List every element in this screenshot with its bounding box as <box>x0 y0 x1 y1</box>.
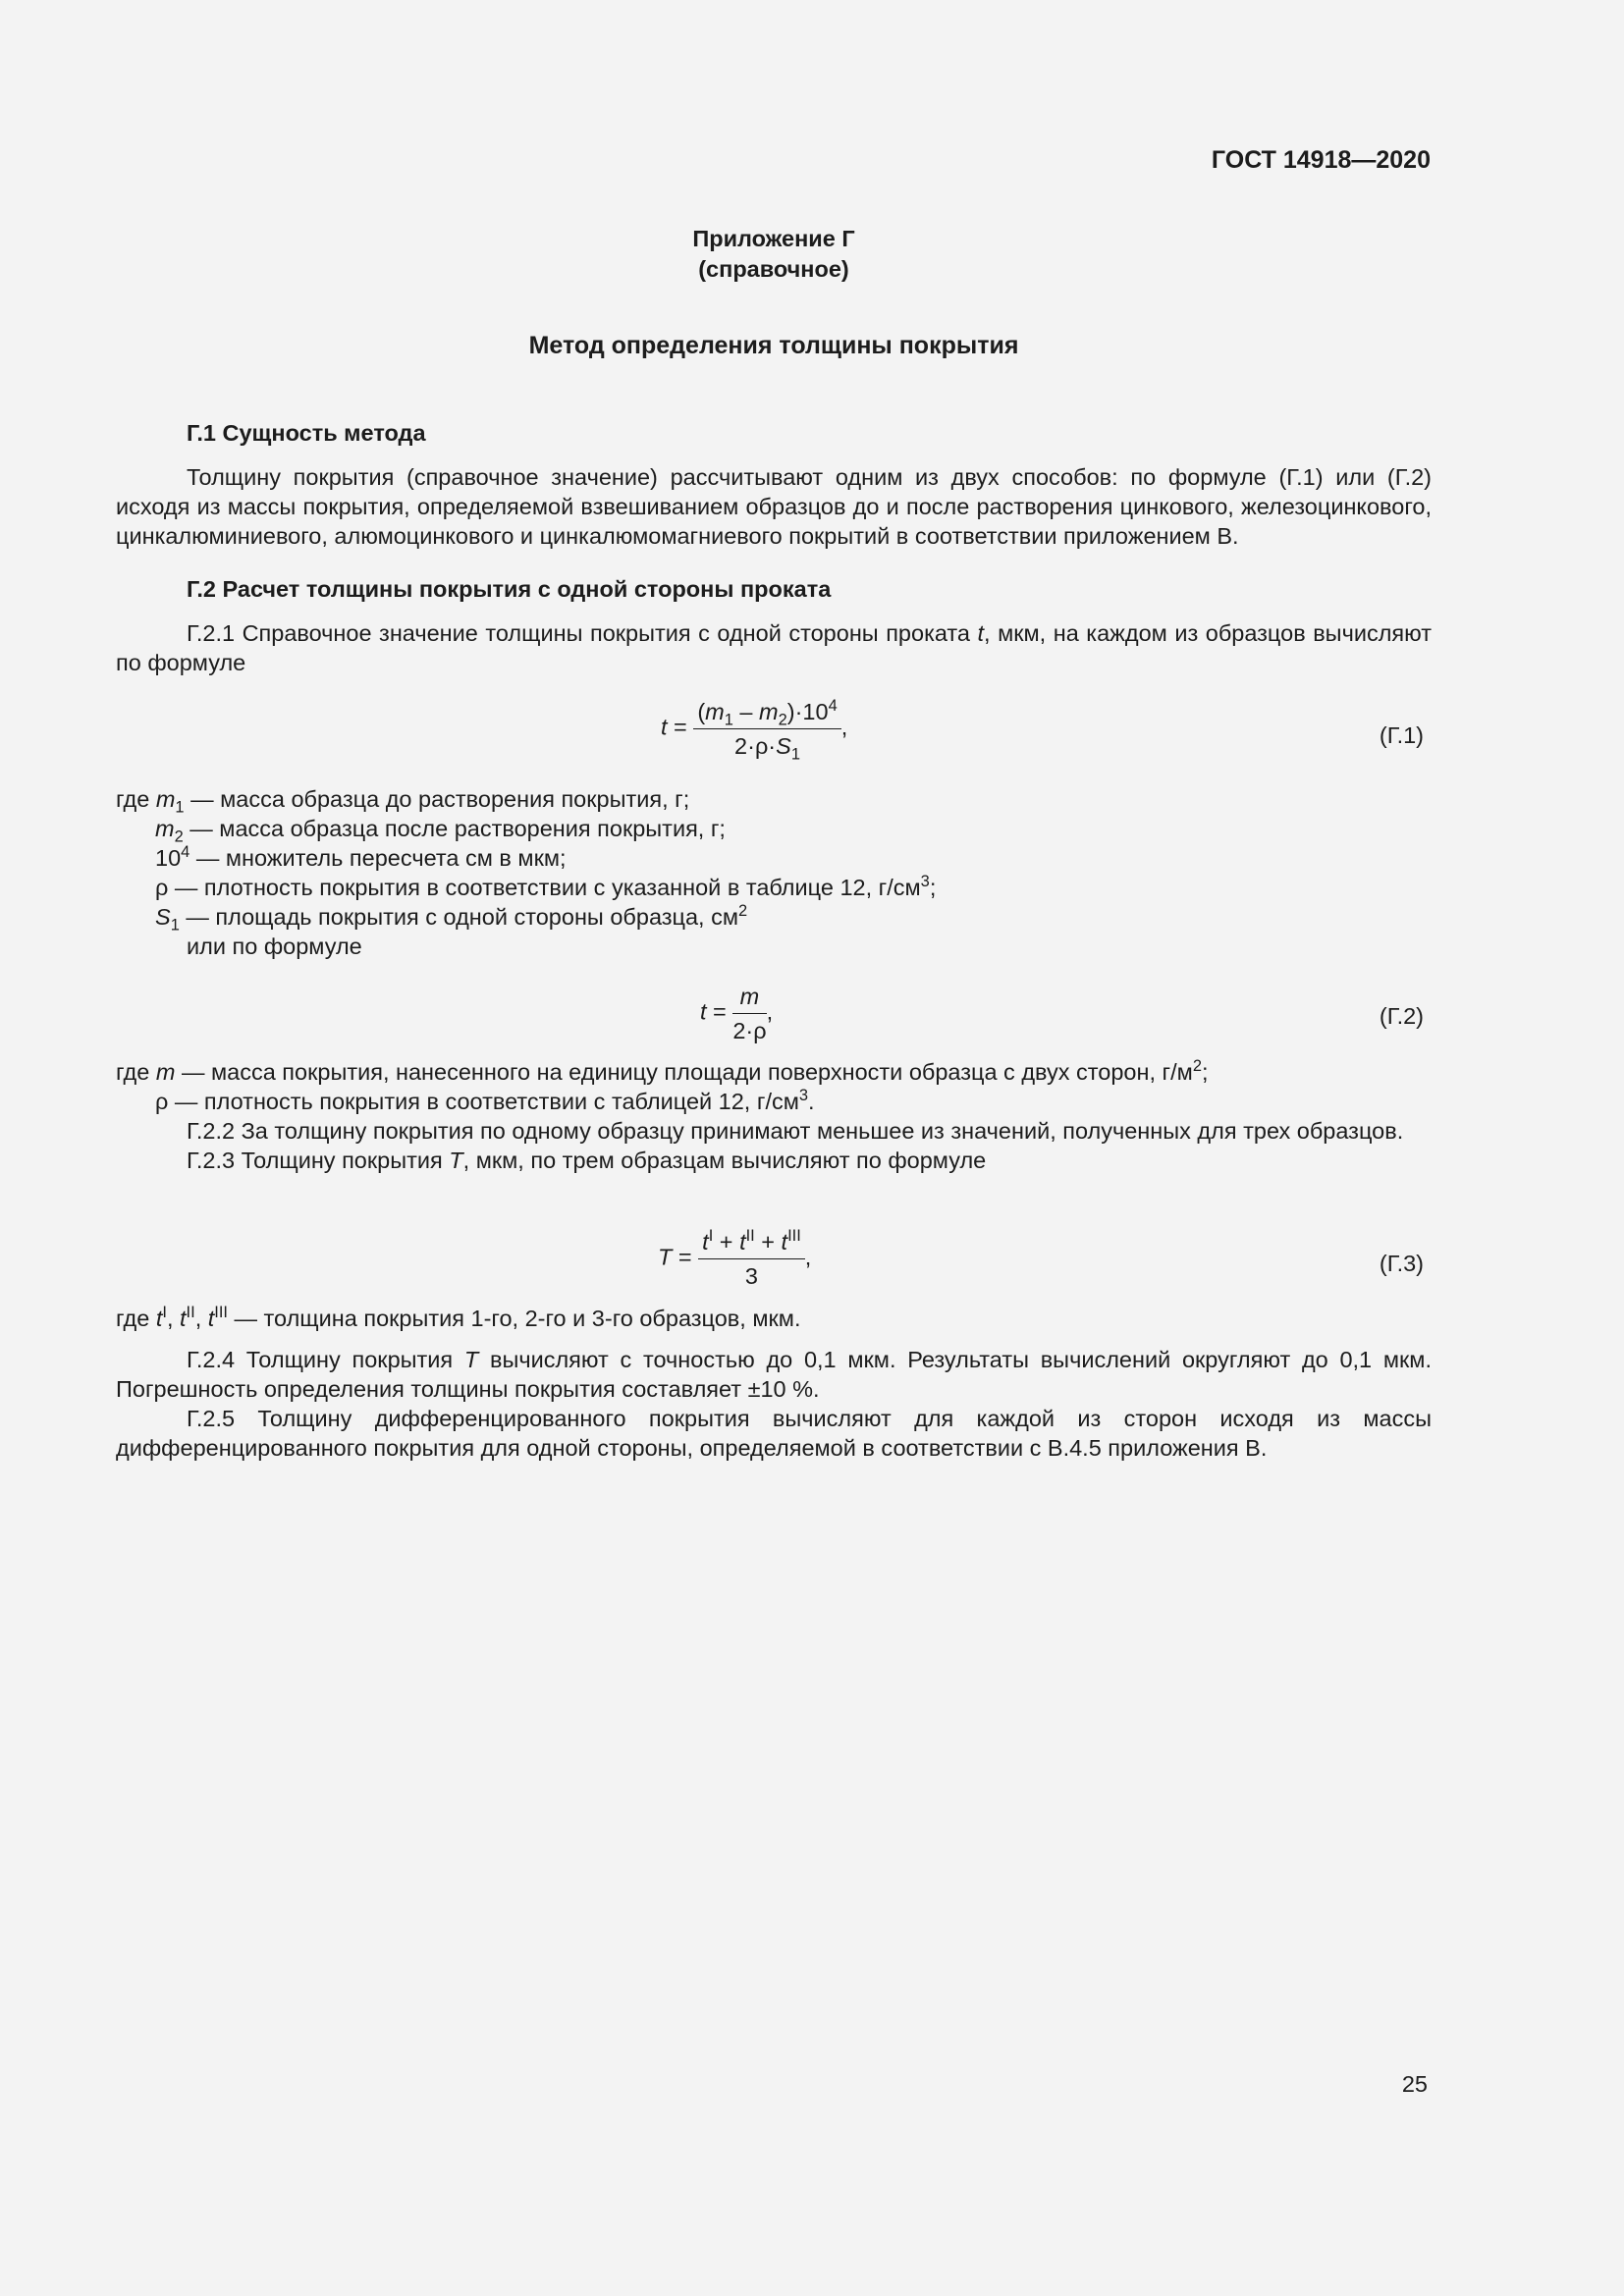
annex-type: (справочное) <box>698 256 849 282</box>
annex-title: Приложение Г <box>692 226 855 251</box>
paragraph-g23: Г.2.3 Толщину покрытия T, мкм, по трем образцам вычисляют по формуле <box>187 1148 987 1173</box>
paragraph-g24: Г.2.4 Толщину покрытия T вычисляют с точностью до 0,1 мкм. Результаты вычислений округляют до 0,1 мкм. Погрешность определения толщины покрытия составляет ±10 %. <box>116 1347 1432 1402</box>
document-header: ГОСТ 14918—2020 <box>1211 146 1431 174</box>
section-title: Метод определения толщины покрытия <box>528 332 1019 359</box>
paragraph-g1: Толщину покрытия (справочное значение) рассчитывают одним из двух способов: по формуле (Г.1) или (Г.2) исходя из массы покрытия, определяемой взвешиванием образцов до и после растворения цинкового, железоцинкового, цинкалюминиевого, алюмоцинкового и цинкалюмомагниевого покрытий в соответствии приложением В. <box>116 464 1432 549</box>
formula-label-g3: (Г.3) <box>1379 1251 1424 1276</box>
formula-g1: t = $\frac{(m_1 - m_2)\cdot 10^4}{2\cdot\rho\cdot S_1}$ , (Г.1) <box>661 697 1424 764</box>
annex-heading <box>116 224 1432 285</box>
paragraph-g22: Г.2.2 За толщину покрытия по одному образцу принимают меньшее из значений, полученных для трех образцов. <box>187 1118 1404 1144</box>
page-number: 25 <box>1401 2071 1428 2097</box>
legend-g2: где m — масса покрытия, нанесенного на единицу площади поверхности образца с двух сторон, $г/м^2$; ρ — плотность покрытия в соответствии с таблицей 12, $г/см^3$. Г.2.2 За толщину покрытия по одному образцу принимают меньшее из значений, полученных для трех образцов. Г.2.3 Толщину покрытия T, мкм, по трем образцам вычисляют по формуле <box>116 1057 1432 1175</box>
formula-g3: T = $\frac{t^I + t^{II} + t^{III}}{3}$ , (Г.3) <box>658 1227 1424 1289</box>
legend-g3: где $t^I$, $t^{II}$, $t^{III}$ — толщина покрытия 1-го, 2-го и 3-го образцов, мкм. Г.2.4 Толщину покрытия T вычисляют с точностью до 0,1 мкм. Результаты вычислений округляют до 0,1 мкм. Погрешность определения толщины покрытия составляет ±10 %. Г.2.5 Толщину дифференцированного покрытия вычисляют для каждой из сторон исходя из массы дифференцированного покрытия для одной стороны, определяемой в соответствии с В.4.5 приложения В. <box>116 1304 1432 1461</box>
heading-g2: Г.2 Расчет толщины покрытия с одной стороны проката <box>187 576 832 602</box>
paragraph-g21: Г.2.1 Справочное значение толщины покрытия с одной стороны проката t, мкм, на каждом из образцов вычисляют по формуле <box>116 620 1432 675</box>
formula-label-g1: (Г.1) <box>1379 722 1424 748</box>
legend-g1: где $m_1$ — масса образца до растворения покрытия, г; $m_2$ — масса образца после растворения покрытия, г; $10^4$ — множитель пересчета см в мкм; ρ — плотность покрытия в соответствии с указанной в таблице 12, $г/см^3$; $S_1$ — площадь покрытия с одной стороны образца, $см^2$ или по формуле <box>116 786 937 959</box>
heading-g1: Г.1 Сущность метода <box>187 420 426 446</box>
formula-g2: t = $\frac{m}{2\cdot\rho}$ , (Г.2) <box>700 984 1424 1043</box>
paragraph-g25: Г.2.5 Толщину дифференцированного покрытия вычисляют для каждой из сторон исходя из массы дифференцированного покрытия для одной стороны, определяемой в соответствии с В.4.5 приложения В. <box>116 1406 1432 1461</box>
formula-label-g2: (Г.2) <box>1379 1003 1424 1029</box>
